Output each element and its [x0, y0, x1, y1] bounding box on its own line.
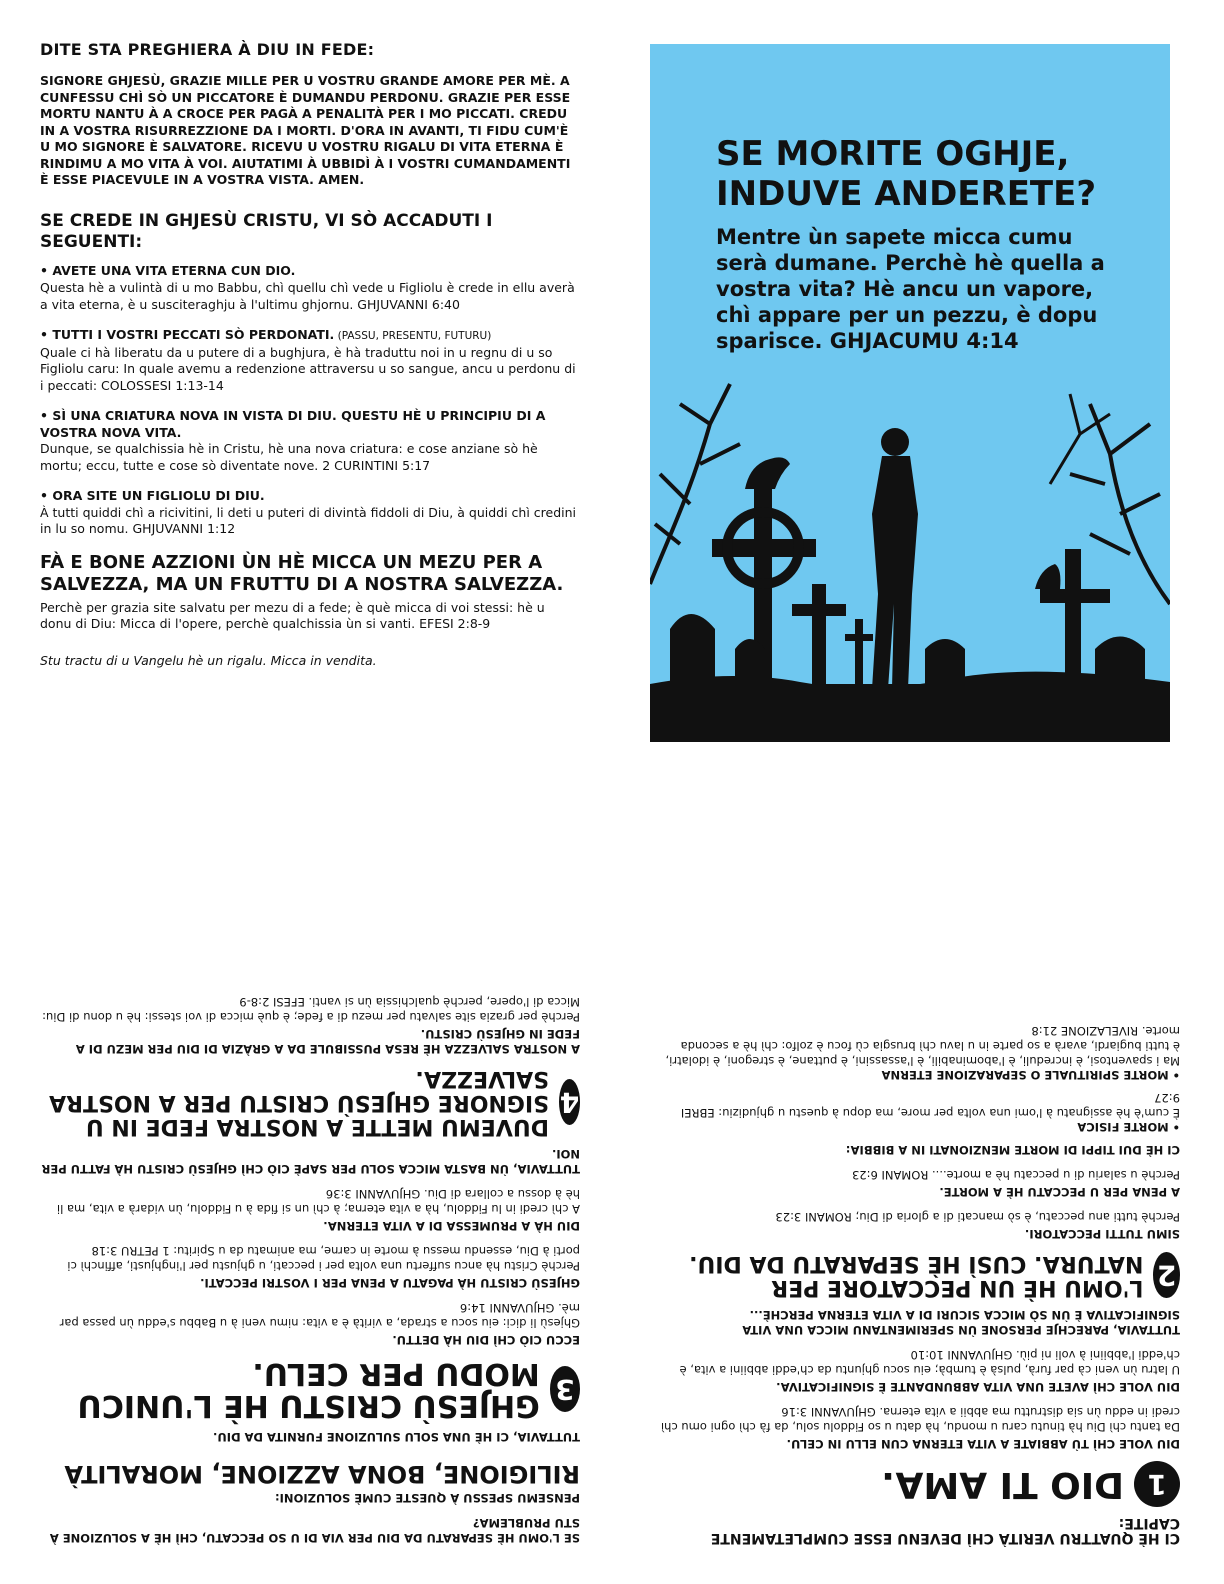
sec3-p1-text: Ghjesù li dici: eiu socu a strada, a virità è a vita: nimu veni à u Babbu s'eddu ùn passa par mè. GHJUVANNI 14:6: [59, 1301, 580, 1330]
section-number: 4: [559, 1079, 580, 1125]
sec2-bullet1-text: È cum'è hè assignatu à l'omi una volta per more, ma dopu à questu u ghjudiziu: EBREI 9:27: [680, 1091, 1180, 1120]
sec1-p1-text: Da tantu chì Diu hà tinutu caru u mondu, hà datu u so Fiddolu solu, da fà chì ogni omu chì credi in eddu ùn sia distruttu ma abbii a vita eterna. GHJUVANNI 3:16: [660, 1405, 1180, 1434]
sec2-bullet2: • MORTE SPIRITUALE O SEPARAZIONE ETERNA: [881, 1068, 1180, 1082]
cover-panel: [650, 44, 1170, 742]
sec1-p2: DIU VOLE CHÌ AVETE UNA VITA ABBUNDANTE È SIGNIFICATIVA.: [776, 1380, 1180, 1394]
sec3-note: TUTTAVIA, CI HÈ UNA SOLU SULUZIONE FURNITA DA DIU.: [213, 1430, 580, 1444]
sec3-p1: ECCU CIÒ CHÌ DIU HÀ DETTU.: [392, 1333, 580, 1347]
item-text: Dunque, se qualchissia hè in Cristu, hè una nova criatura: e cose anziane sò hè mortu; eccu, tutte e cose sò diventate nove. 2 CURINTINI 5:17: [40, 441, 538, 473]
sec4-heading: [40, 1066, 580, 1138]
believe-item: [40, 408, 580, 474]
sec4-p1-text: Perchè per grazia site salvatu per mezu di a fede; è què micca di voi stessi: hè u donu di Diu: Micca di l'opere, perchè qualchissia ùn si vanti. EFESI 2:8-9: [42, 995, 580, 1024]
graveyard-illustration: [650, 364, 1170, 742]
item-head: • TUTTI I VOSTRI PECCATI SÒ PERDONATI.: [40, 327, 335, 342]
sec1-p2-text: U latru ùn veni cà par furà, pulsà è tumbà; eiu socu ghjuntu da ch'eddi abbiini a vita, è ch'eddi l'abbiini à voli ni più. GHJUVANNI 10:10: [679, 1348, 1180, 1377]
sec1-p1: DIU VOLE CHÌ TÙ ABBIATE A VITA ETERNA CUN ELLU IN CELU.: [786, 1437, 1180, 1451]
sec1-title: DIO TI AMA.: [881, 1464, 1124, 1505]
believe-title: SE CREDE IN GHJESÙ CRISTU, VI SÒ ACCADUTI I SEGUENTI:: [40, 210, 493, 252]
cover-verse: Mentre ùn sapete micca cumu serà dumane. Perchè hè quella a vostra vita? Hè ancu un vapore, chì appare per un pezzu, è dopu sparisce. GHJACUMU 4:14: [716, 225, 1105, 353]
sections-1-2-panel: [660, 845, 1180, 1545]
sec3-p3-text: A chì credi in lu Fiddolu, hà a vita eterna; à chì un si fida à u Fiddolu, ùn vidarà a vita, ma li hè à dossu a collara di Diu. GHJUVANNI 3:36: [56, 1187, 580, 1216]
sec2-p1: SIMU TUTTI PECCATORI.: [1024, 1227, 1180, 1241]
sec2-title: L'OMU HÈ UN PECCATORE PER NATURA. CUSÌ HÈ SEPARATU DA DIU.: [689, 1251, 1144, 1300]
sec2-p2: A PENA PER U PECCATU HÈ A MORTE.: [939, 1185, 1180, 1199]
sec3-p2-text: Perchè Cristu hà ancu suffertu una volta per i peccati, u ghjustu per l'inghjusti, affinchì ci porti à Diu, essendu messu à morte in carne, ma animatu da u Spiritu: 1 PETRU 3:18: [67, 1244, 580, 1273]
works-title: FÀ E BONE AZZIONI ÙN HÈ MICCA UN MEZU PER A SALVEZZA, MA UN FRUTTU DI A NOSTRA SALVEZZA.: [40, 551, 564, 595]
section-number: 1: [1134, 1461, 1180, 1507]
sec3-question2: PENSEMU SPESSU À QUESTE CUMÈ SOLUZIONI:: [275, 1491, 580, 1505]
sec3-p3: DIU HÀ A PRUMESSA DI A VITA ETERNA.: [323, 1219, 580, 1233]
section-number: 3: [550, 1366, 580, 1412]
sections-3-4-panel: [40, 845, 580, 1545]
item-small: (PASSU, PRESENTU, FUTURU): [334, 330, 492, 342]
sec3-question: SE L'OMU HÈ SEPARATU DA DIU PER VIA DI U SO PECCATU, CHÌ HÈ A SOLUZIONE À STU PRUBLEMA?: [49, 1516, 580, 1545]
sec3-p2: GHJESÙ CRISTU HÀ PAGATU A PENA PER I VOSTRI PECCATI.: [200, 1276, 580, 1290]
item-text: Quale ci hà liberatu da u putere di a bughjura, è hà traduttu noi in u regnu di u so Figliolu caru: In quale avemu a redenzione attraversu u so sangue, ancu u perdonu di i peccati: COLOSSESI 1:13-14: [40, 344, 576, 393]
sec1-heading: [660, 1461, 1180, 1507]
sec3-heading: [40, 1357, 580, 1421]
believe-item: [40, 488, 580, 538]
sec1-p3: TUTTAVIA, PARECHJE PERSONE ÙN SPERIMENTANU MICCA UNA VITA SIGNIFICATIVA È ÙN SÒ MICCA SICURI DI A VITA ETERNA PERCHÈ...: [742, 1308, 1180, 1337]
sec3-list: RILIGIONE, BONA AZZIONE, MORALITÀ: [64, 1460, 580, 1488]
sec2-bullet2-text: Ma i spaventosi, è increduli, è l'abominabili, è l'assassini, è puttane, è stregoni, è idolatri, è tutti bugiardi, avarà a so parte in u lavu chì brusgia cù focu è zolfo: chì hè a seconda morte. RIVELAZIONE 21:8: [665, 1024, 1180, 1068]
sec3-title: GHJESÙ CRISTU HÈ L'UNICU MODU PER CELU.: [77, 1356, 540, 1423]
item-head: • ORA SITE UN FIGLIOLU DI DIU.: [40, 488, 265, 503]
item-head: • AVETE UNA VITA ETERNA CUN DIO.: [40, 262, 296, 278]
sec1-intro: CI HÈ QUATTRU VERITÀ CHÌ DEVENU ESSE CUMPLETAMENTE CAPITE:: [710, 1515, 1180, 1546]
item-text: Questa hè a vulintà di u mo Babbu, chì quellu chì vede u Figliolu è crede in ellu averà a vita eterna, è u susciteraghju à l'ultimu ghjornu. GHJUVANNI 6:40: [40, 280, 575, 312]
prayer-text: SIGNORE GHJESÙ, GRAZIE MILLE PER U VOSTRU GRANDE AMORE PER MÈ. A CUNFESSU CHÌ SÒ UN PICCATORE È DUMANDU PERDONU. GRAZIE PER ESSE MORTU NANTU À A CROCE PER PAGÀ A PENALITÀ PER I MO PICCATI. CREDU IN A VOSTRA RISURREZZIONE DA I MORTI. D'ORA IN AVANTI, TI FIDU CUM'È U MO SIGNORE È SALVATORE. RICEVU U VOSTRU RIGALU DI VITA ETERNA È RINDIMU A MO VITA À VOI. AIUTATIMI À UBBIDÌ À I VOSTRI CUMANDAMENTI È ESSE PIACEVULE IN A VOSTRA VISTA. AMEN.: [40, 73, 571, 187]
sec2-heading: [660, 1251, 1180, 1299]
sec2-bullet1: • MORTE FISICA: [1077, 1120, 1180, 1134]
sec2-p2-text: Perchè u salariu di u peccatu hè a morte.... ROMANI 6:23: [852, 1168, 1180, 1182]
item-text: À tutti quiddi chì a ricivitini, li deti u puteri di divintà fiddoli di Diu, à quiddi chì credini in lu so nomu. GHJUVANNI 1:12: [40, 504, 577, 536]
sec4-p1: A NOSTRA SALVEZZA HÈ RESA PUSSIBULE DA A GRÀZIA DI DIU PER MEZU DI A FEDE IN GHJESÙ CRISTU.: [75, 1027, 580, 1056]
works-text: Perchè per grazia site salvatu per mezu di a fede; è què micca di voi stessi: hè u donu di Diu: Micca di l'opere, perchè qualchissia ùn si vanti. EFESI 2:8-9: [40, 599, 545, 631]
sec3-p4: TUTTAVIA, ÙN BASTA MICCA SOLU PER SAPÈ CIÒ CHÌ GHJESÙ CRISTU HÀ FATTU PER NOI.: [41, 1147, 580, 1176]
believe-item: [40, 263, 580, 314]
prayer-title: DITE STA PREGHIERA À DIU IN FEDE:: [40, 40, 375, 59]
section-number: 2: [1153, 1252, 1180, 1298]
item-head: • SÌ UNA CRIATURA NOVA IN VISTA DI DIU. QUESTU HÈ U PRINCIPIU DI A VOSTRA NOVA VITA.: [40, 408, 546, 440]
sec2-p3: CI HÈ DUI TIPPI DI MORTE MENZIONATI IN A BIBBIA:: [845, 1143, 1180, 1157]
cover-title: SE MORITE OGHJE, INDUVE ANDERETE?: [716, 134, 1097, 214]
prayer-panel: [40, 40, 580, 760]
gift-note: Stu tractu di u Vangelu hè un rigalu. Micca in vendita.: [40, 652, 377, 668]
sec2-p1-text: Perchè tutti anu peccatu, è sò mancati di a gloria di Diu; ROMANI 3:23: [775, 1210, 1180, 1224]
believe-item: [40, 327, 580, 394]
sec4-title: DUVEMU METTE A NOSTRA FEDE IN U SIGNORE GHJESÙ CRISTU PER A NOSTRA SALVEZZA.: [49, 1066, 549, 1139]
